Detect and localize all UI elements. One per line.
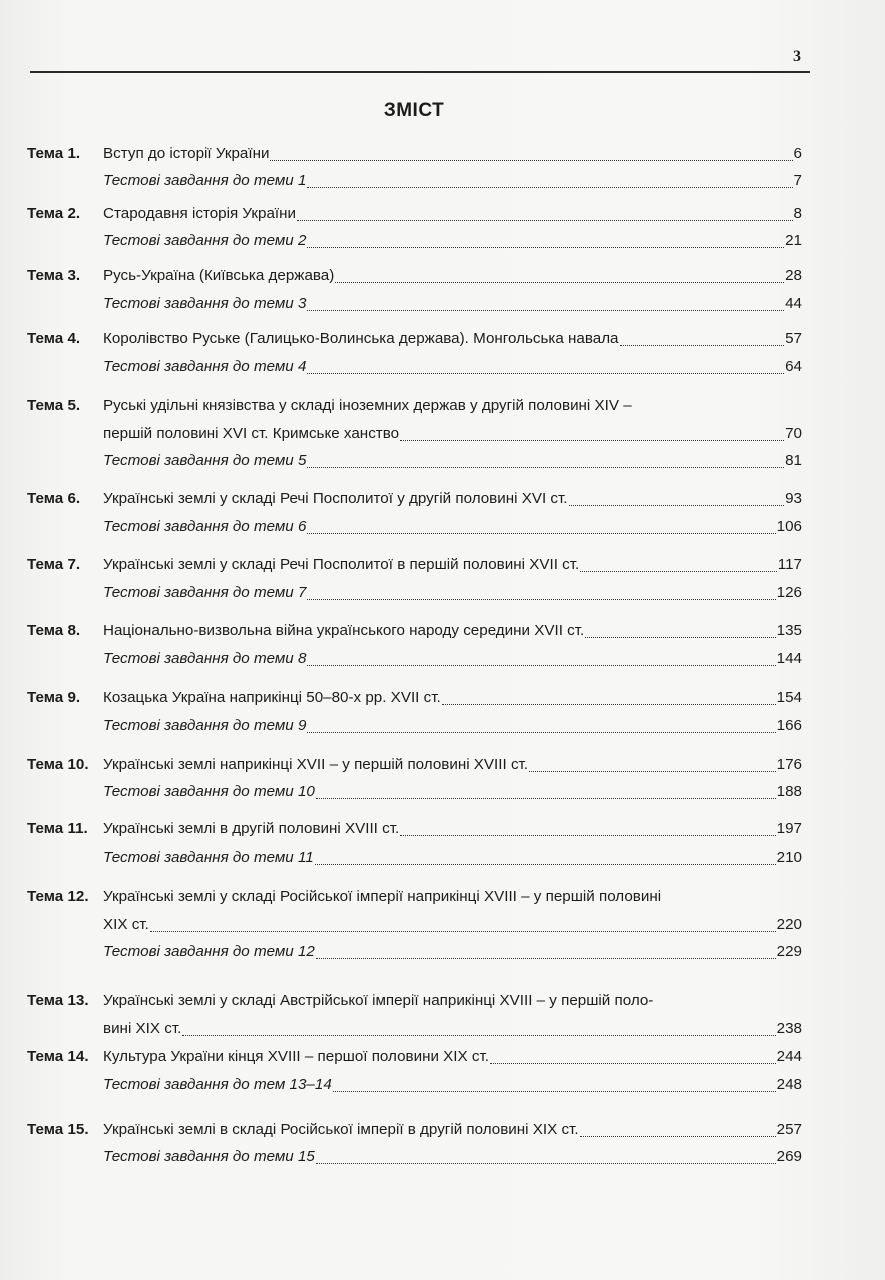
page-ref: 176 bbox=[776, 756, 802, 773]
entry-title: Тестові завдання до теми 1 bbox=[103, 172, 307, 189]
entry-title: Тестові завдання до теми 8 bbox=[103, 650, 307, 667]
page-ref: 70 bbox=[785, 425, 802, 442]
toc-test-entry[interactable] bbox=[103, 232, 802, 252]
dot-leader bbox=[315, 864, 776, 865]
entry-title: Русь-Україна (Київська держава) bbox=[103, 267, 335, 284]
topic-label: Тема 12. bbox=[27, 888, 89, 905]
page-ref: 188 bbox=[776, 783, 802, 800]
entry-title: Тестові завдання до теми 3 bbox=[103, 295, 307, 312]
topic-label: Тема 9. bbox=[27, 689, 81, 706]
header-rule bbox=[30, 71, 810, 73]
dot-leader bbox=[316, 798, 776, 799]
dot-leader bbox=[580, 571, 777, 572]
page-ref: 269 bbox=[776, 1148, 802, 1165]
page-ref: 6 bbox=[793, 145, 802, 162]
entry-title-line1[interactable]: Руські удільні князівства у складі іноземних держав у другій половині XIV – bbox=[103, 397, 632, 414]
entry-title: Тестові завдання до тем 13–14 bbox=[103, 1076, 332, 1093]
page-ref: 57 bbox=[785, 330, 802, 347]
toc-test-entry[interactable] bbox=[103, 172, 802, 192]
topic-label: Тема 10. bbox=[27, 756, 89, 773]
dot-leader bbox=[307, 247, 784, 248]
toc-entry[interactable] bbox=[103, 916, 802, 936]
toc-entry[interactable] bbox=[103, 425, 802, 445]
entry-title: Тестові завдання до теми 11 bbox=[103, 849, 314, 866]
toc-entry[interactable] bbox=[103, 756, 802, 776]
page-ref: 144 bbox=[776, 650, 802, 667]
toc-entry[interactable] bbox=[103, 490, 802, 510]
entry-title: Тестові завдання до теми 7 bbox=[103, 584, 307, 601]
dot-leader bbox=[490, 1063, 776, 1064]
entry-title-line1[interactable]: Українські землі у складі Російської імперії наприкінці XVIII – у першій половині bbox=[103, 888, 662, 905]
dot-leader bbox=[297, 220, 793, 221]
page-ref: 257 bbox=[776, 1121, 802, 1138]
page-ref: 197 bbox=[776, 820, 802, 837]
page-ref: 93 bbox=[785, 490, 802, 507]
dot-leader bbox=[580, 1136, 776, 1137]
entry-title: Українські землі у складі Речі Посполитої у другій половині XVI ст. bbox=[103, 490, 568, 507]
toc-entry[interactable] bbox=[103, 145, 802, 165]
toc-test-entry[interactable] bbox=[103, 717, 802, 737]
topic-label: Тема 11. bbox=[27, 820, 88, 837]
entry-title: Тестові завдання до теми 10 bbox=[103, 783, 315, 800]
toc-test-entry[interactable] bbox=[103, 584, 802, 604]
toc-test-entry[interactable] bbox=[103, 295, 802, 315]
page-ref: 248 bbox=[776, 1076, 802, 1093]
entry-title: Українські землі наприкінці XVII – у першій половині XVIII ст. bbox=[103, 756, 529, 773]
topic-label: Тема 5. bbox=[27, 397, 81, 414]
topic-label: Тема 3. bbox=[27, 267, 81, 284]
dot-leader bbox=[316, 1163, 776, 1164]
entry-title: Українські землі у складі Речі Посполитої в першій половині XVII ст. bbox=[103, 556, 580, 573]
page-ref: 64 bbox=[785, 358, 802, 375]
toc-entry[interactable] bbox=[103, 267, 802, 287]
dot-leader bbox=[585, 637, 775, 638]
toc-entry[interactable] bbox=[103, 205, 802, 225]
page-ref: 106 bbox=[776, 518, 802, 535]
page-number: 3 bbox=[793, 48, 801, 65]
entry-title: Тестові завдання до теми 15 bbox=[103, 1148, 315, 1165]
topic-label: Тема 4. bbox=[27, 330, 81, 347]
dot-leader bbox=[569, 505, 785, 506]
page-ref: 8 bbox=[793, 205, 802, 222]
page-ref: 21 bbox=[785, 232, 802, 249]
toc-test-entry[interactable] bbox=[103, 650, 802, 670]
toc-entry[interactable] bbox=[103, 820, 802, 840]
toc-entry[interactable] bbox=[103, 622, 802, 642]
page-ref: 244 bbox=[776, 1048, 802, 1065]
dot-leader bbox=[620, 345, 785, 346]
toc-test-entry[interactable] bbox=[103, 452, 802, 472]
toc-entry[interactable] bbox=[103, 1020, 802, 1040]
page-ref: 81 bbox=[785, 452, 802, 469]
topic-label: Тема 14. bbox=[27, 1048, 89, 1065]
entry-title: Вступ до історії України bbox=[103, 145, 270, 162]
topic-label: Тема 1. bbox=[27, 145, 81, 162]
toc-test-entry[interactable] bbox=[103, 943, 802, 963]
page-ref: 210 bbox=[776, 849, 802, 866]
dot-leader bbox=[307, 533, 775, 534]
topic-label: Тема 8. bbox=[27, 622, 81, 639]
dot-leader bbox=[335, 282, 784, 283]
entry-title: Тестові завдання до теми 12 bbox=[103, 943, 315, 960]
toc-entry[interactable] bbox=[103, 556, 802, 576]
page-ref: 117 bbox=[777, 556, 802, 573]
page-title: ЗМІСТ bbox=[383, 100, 445, 121]
toc-entry[interactable] bbox=[103, 330, 802, 350]
toc-entry[interactable] bbox=[103, 689, 802, 709]
dot-leader bbox=[307, 732, 775, 733]
dot-leader bbox=[182, 1035, 775, 1036]
dot-leader bbox=[307, 310, 784, 311]
page-ref: 229 bbox=[776, 943, 802, 960]
topic-label: Тема 2. bbox=[27, 205, 81, 222]
toc-test-entry[interactable] bbox=[103, 783, 802, 803]
entry-title: Культура України кінця XVIII – першої половини XIX ст. bbox=[103, 1048, 489, 1065]
toc-test-entry[interactable] bbox=[103, 1076, 802, 1096]
page-ref: 154 bbox=[776, 689, 802, 706]
entry-title: першій половині XVI ст. Кримське ханство bbox=[103, 425, 400, 442]
dot-leader bbox=[270, 160, 792, 161]
topic-label: Тема 6. bbox=[27, 490, 81, 507]
topic-label: Тема 13. bbox=[27, 992, 89, 1009]
entry-title: Національно-визвольна війна українського народу середини XVII ст. bbox=[103, 622, 585, 639]
entry-title: Українські землі в другій половині XVIII ст. bbox=[103, 820, 400, 837]
page-ref: 166 bbox=[776, 717, 802, 734]
toc-entry[interactable] bbox=[103, 1048, 802, 1068]
entry-title: Королівство Руське (Галицько-Волинська держава). Монгольська навала bbox=[103, 330, 619, 347]
page-ref: 220 bbox=[776, 916, 802, 933]
entry-title: Козацька Україна наприкінці 50–80-х рр. XVII ст. bbox=[103, 689, 441, 706]
entry-title: вині XIX ст. bbox=[103, 1020, 182, 1037]
dot-leader bbox=[529, 771, 776, 772]
entry-title: Тестові завдання до теми 6 bbox=[103, 518, 307, 535]
dot-leader bbox=[333, 1091, 776, 1092]
dot-leader bbox=[400, 440, 784, 441]
page-ref: 238 bbox=[776, 1020, 802, 1037]
entry-title-line1[interactable]: Українські землі у складі Австрійської імперії наприкінці XVIII – у першій поло- bbox=[103, 992, 654, 1009]
entry-title: Тестові завдання до теми 5 bbox=[103, 452, 307, 469]
topic-label: Тема 7. bbox=[27, 556, 81, 573]
dot-leader bbox=[307, 599, 775, 600]
dot-leader bbox=[307, 467, 784, 468]
entry-title: Тестові завдання до теми 2 bbox=[103, 232, 307, 249]
dot-leader bbox=[316, 958, 776, 959]
page-ref: 28 bbox=[785, 267, 802, 284]
dot-leader bbox=[400, 835, 775, 836]
toc-test-entry[interactable] bbox=[103, 518, 802, 538]
entry-title: Українські землі в складі Російської імперії в другій половині XIX ст. bbox=[103, 1121, 579, 1138]
dot-leader bbox=[307, 373, 784, 374]
dot-leader bbox=[307, 187, 792, 188]
page-ref: 135 bbox=[776, 622, 802, 639]
page-ref: 7 bbox=[793, 172, 802, 189]
entry-title: Тестові завдання до теми 9 bbox=[103, 717, 307, 734]
toc-test-entry[interactable] bbox=[103, 849, 802, 869]
topic-label: Тема 15. bbox=[27, 1121, 89, 1138]
entry-title: Тестові завдання до теми 4 bbox=[103, 358, 307, 375]
entry-title: XIX ст. bbox=[103, 916, 149, 933]
toc-test-entry[interactable] bbox=[103, 1148, 802, 1168]
toc-entry[interactable] bbox=[103, 1121, 802, 1141]
dot-leader bbox=[442, 704, 776, 705]
dot-leader bbox=[150, 931, 776, 932]
page-ref: 126 bbox=[776, 584, 802, 601]
toc-test-entry[interactable] bbox=[103, 358, 802, 378]
page-ref: 44 bbox=[785, 295, 802, 312]
entry-title: Стародавня історія України bbox=[103, 205, 297, 222]
dot-leader bbox=[307, 665, 775, 666]
